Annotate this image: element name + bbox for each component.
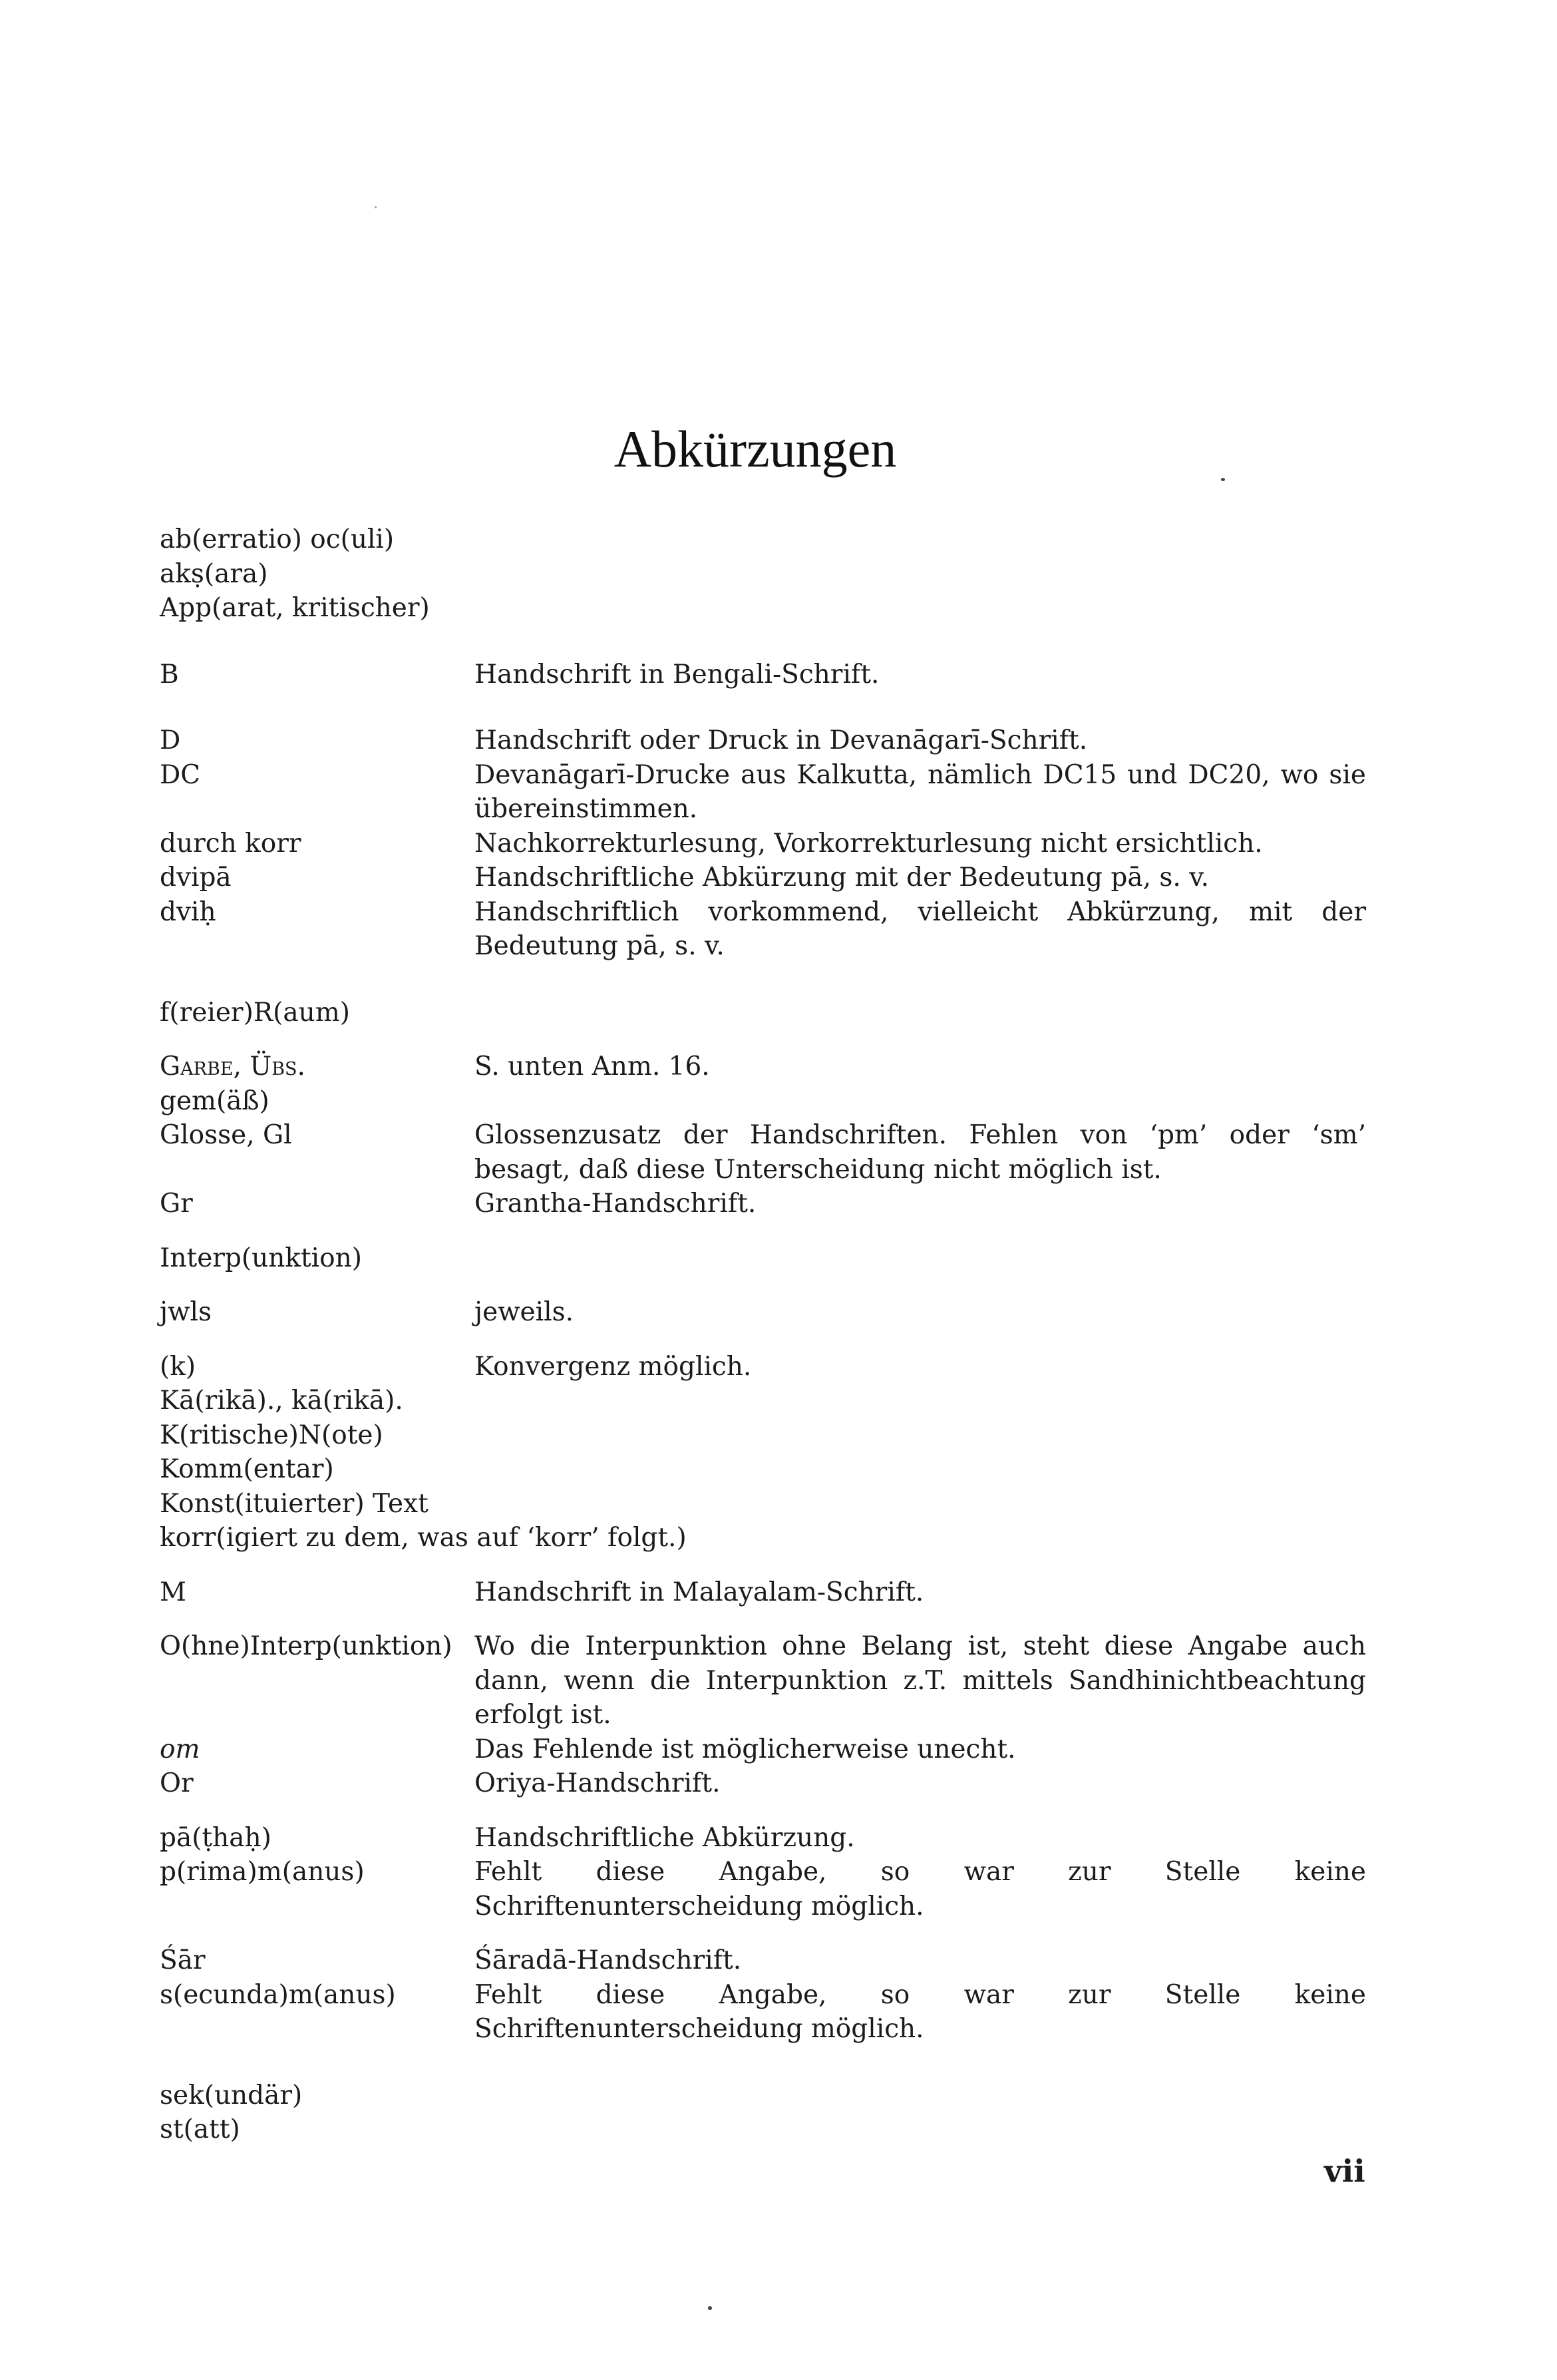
entry-definition: Devanāgarī-Drucke aus Kalkutta, nämlich DC15 und DC20, wo sie übereinstimmen.: [474, 759, 1366, 824]
entry-definition: [474, 2079, 1366, 2113]
entry-definition: Handschrift in Bengali-Schrift.: [474, 659, 880, 690]
entry-definition: [474, 1452, 1366, 1487]
spacer: [160, 1221, 1384, 1241]
entry-term: M: [160, 1577, 186, 1607]
entry-row: [160, 1084, 1384, 1119]
entry-term: Śār: [160, 1945, 206, 1975]
entry-row: [160, 1241, 1384, 1276]
entry-definition: S. unten Anm. 16.: [474, 1052, 710, 1082]
entry-row: [160, 1766, 1384, 1801]
entry-definition: Oriya-Handschrift.: [474, 1768, 721, 1798]
entry-row: [160, 1487, 1384, 1521]
entry-term: korr(igiert zu dem, was auf ‘korr’ folgt.): [160, 1523, 687, 1553]
scan-speck: [708, 2306, 712, 2310]
spacer: [160, 1275, 1384, 1295]
entry-term: Konst(ituierter) Text: [160, 1488, 429, 1519]
entry-term: om: [160, 1734, 200, 1764]
entry-definition: [687, 1521, 1557, 1555]
entry-row: [160, 1418, 1384, 1453]
entry-definition: Handschrift oder Druck in Devanāgarī-Schrift.: [474, 725, 1088, 755]
entry-row: [160, 2112, 1384, 2147]
entry-term: s(ecunda)m(anus): [160, 1979, 396, 2010]
entry-definition: [474, 996, 1366, 1030]
entry-row: [160, 1118, 1384, 1187]
entry-term: durch korr: [160, 828, 301, 859]
entry-definition: [474, 522, 1366, 557]
entry-definition: Glossenzusatz der Handschriften. Fehlen von ‘pm’ oder ‘sm’ besagt, daß diese Unterscheidung nicht möglich ist.: [474, 1120, 1366, 1185]
entry-definition: Handschrift in Malayalam-Schrift.: [474, 1577, 924, 1607]
entry-definition: Grantha-Handschrift.: [474, 1189, 757, 1219]
entry-term: pā(ṭhaḥ): [160, 1822, 271, 1853]
entry-term: Garbe, Übs.: [160, 1052, 305, 1082]
entry-term: dvipā: [160, 863, 232, 892]
entry-definition: Śāradā-Handschrift.: [474, 1945, 742, 1975]
entry-definition: Handschriftlich vorkommend, vielleicht Abkürzung, mit der Bedeutung pā, s. v.: [474, 896, 1366, 961]
entry-row: [160, 658, 1384, 692]
entry-row: [160, 1629, 1384, 1732]
entry-row: [160, 1521, 1384, 1555]
entry-definition: jeweils.: [474, 1297, 574, 1327]
entry-row: [160, 1978, 1384, 2047]
entry-row: [160, 861, 1384, 895]
entry-term: p(rima)m(anus): [160, 1857, 365, 1887]
spacer: [160, 1555, 1384, 1575]
entry-term: Kā(rikā)., kā(rikā).: [160, 1386, 403, 1416]
entry-definition: Handschriftliche Abkürzung.: [474, 1822, 855, 1853]
spacer: [160, 964, 1384, 996]
entry-term: DC: [160, 759, 201, 790]
spacer: [160, 1801, 1384, 1821]
entry-row: [160, 1350, 1384, 1384]
entry-definition: [474, 1241, 1366, 1276]
entry-definition: [474, 591, 1366, 626]
entry-definition: Fehlt diese Angabe, so war zur Stelle keine Schriftenunterscheidung möglich.: [474, 1857, 1366, 1921]
entry-term: akṣ(ara): [160, 558, 268, 589]
entry-term: dviḥ: [160, 896, 216, 927]
entry-row: [160, 1943, 1384, 1978]
entry-row: [160, 1295, 1384, 1330]
entry-term: gem(äß): [160, 1086, 269, 1116]
entry-term: st(att): [160, 2114, 240, 2144]
entry-definition: Das Fehlende ist möglicherweise unecht.: [474, 1734, 1016, 1764]
entry-term: App(arat, kritischer): [160, 593, 430, 623]
spacer: [160, 1609, 1384, 1629]
entry-term: Or: [160, 1768, 194, 1798]
entry-row: [160, 1050, 1384, 1084]
entry-term: Komm(entar): [160, 1454, 334, 1484]
entry-term: D: [160, 725, 181, 755]
entry-term: Glosse, Gl: [160, 1120, 292, 1150]
scan-speck: [375, 206, 377, 208]
entry-row: [160, 1821, 1384, 1856]
entry-term: sek(undär): [160, 2080, 303, 2110]
entry-term: f(reier)R(aum): [160, 997, 350, 1028]
entry-row: [160, 522, 1384, 557]
spacer: [160, 626, 1384, 658]
entry-definition: [474, 2112, 1366, 2147]
entry-term: Interp(unktion): [160, 1243, 362, 1273]
entry-term: O(hne)Interp(unktion): [160, 1631, 452, 1661]
entry-row: [160, 591, 1384, 626]
entry-term: ab(erratio) oc(uli): [160, 524, 395, 554]
page-number: vii: [1324, 2153, 1365, 2189]
entry-definition: Nachkorrekturlesung, Vorkorrekturlesung nicht ersichtlich.: [474, 828, 1263, 859]
scan-speck: [1221, 478, 1225, 481]
entry-term: jwls: [160, 1297, 212, 1327]
entry-definition: Konvergenz möglich.: [474, 1351, 752, 1382]
spacer: [160, 1923, 1384, 1943]
entry-row: [160, 996, 1384, 1030]
entry-term: Gr: [160, 1189, 193, 1219]
entry-term: K(ritische)N(ote): [160, 1420, 383, 1450]
spacer: [160, 1030, 1384, 1050]
entry-row: [160, 723, 1384, 758]
entry-definition: [429, 1487, 1320, 1521]
entry-definition: [474, 557, 1366, 592]
entry-row: [160, 827, 1384, 861]
spacer: [160, 2047, 1384, 2079]
entry-row: [160, 557, 1384, 592]
entry-term: B: [160, 659, 179, 690]
entry-row: [160, 1452, 1384, 1487]
entry-definition: Wo die Interpunktion ohne Belang ist, steht diese Angabe auch dann, wenn die Interpunktion z.T. mittels Sandhinichtbeachtung erfolgt ist.: [474, 1631, 1366, 1730]
entry-definition: [474, 1384, 1366, 1418]
entry-row: [160, 758, 1384, 827]
entry-term: (k): [160, 1351, 196, 1382]
entry-row: [160, 1384, 1384, 1418]
page-title: Abkürzungen: [613, 420, 897, 478]
entry-row: [160, 895, 1384, 964]
abbreviation-list: [160, 522, 1384, 2147]
entry-definition: Fehlt diese Angabe, so war zur Stelle keine Schriftenunterscheidung möglich.: [474, 1979, 1366, 2044]
entry-definition: [474, 1084, 1366, 1119]
entry-row: [160, 1187, 1384, 1221]
entry-row: [160, 1855, 1384, 1923]
entry-row: [160, 2079, 1384, 2113]
entry-row: [160, 1575, 1384, 1610]
entry-row: [160, 1732, 1384, 1767]
spacer: [160, 692, 1384, 723]
spacer: [160, 1330, 1384, 1350]
entry-definition: [474, 1418, 1366, 1453]
entry-definition: Handschriftliche Abkürzung mit der Bedeutung pā, s. v.: [474, 863, 1209, 892]
